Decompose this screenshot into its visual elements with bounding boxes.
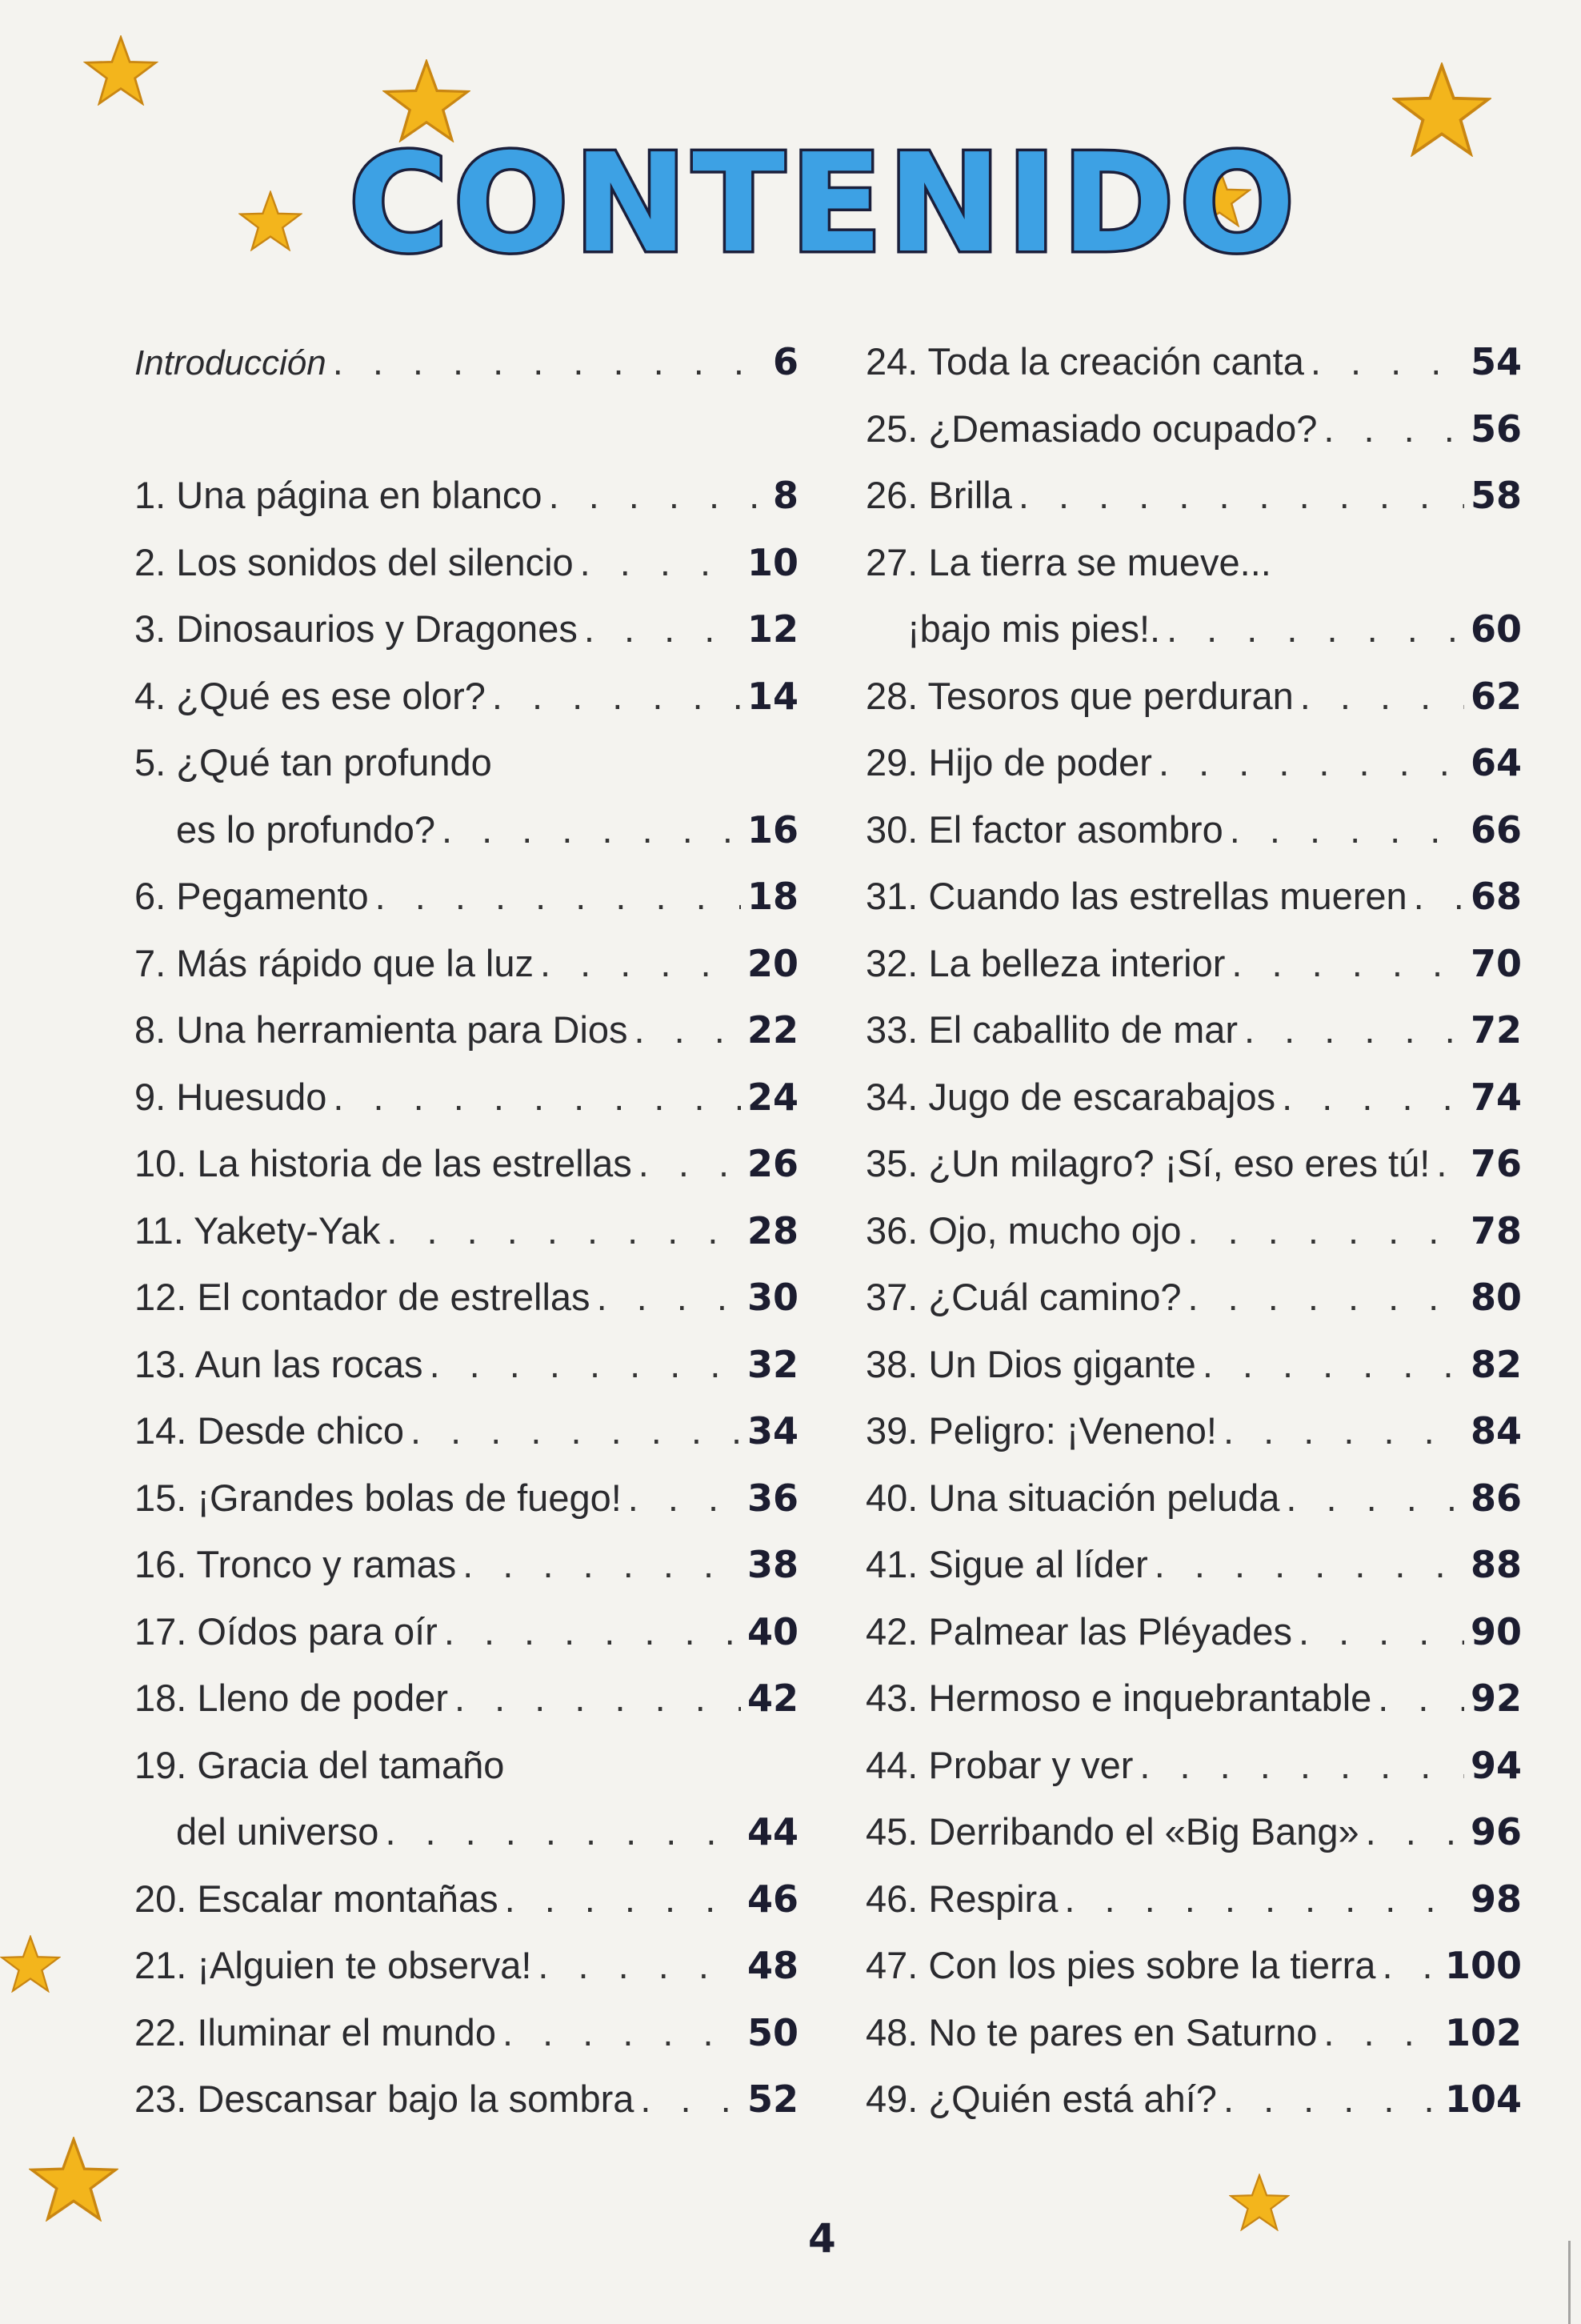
toc-entry-title: 6. Pegamento: [134, 875, 369, 917]
toc-page-number: 6: [772, 340, 799, 383]
dot-leader: [1286, 1465, 1464, 1532]
toc-entry[interactable]: [134, 663, 799, 730]
toc-entry-title: 11. Yakety-Yak: [134, 1208, 381, 1252]
toc-page-number: 20: [746, 941, 799, 985]
toc-page-number: 16: [746, 807, 799, 851]
toc-page-number: 18: [746, 875, 799, 918]
toc-entry-title: 12. El contador de estrellas: [134, 1276, 590, 1318]
dot-leader: [1139, 1732, 1464, 1799]
toc-entry-title: 9. Huesudo: [134, 1075, 327, 1118]
toc-entry-title: Introducción: [134, 343, 326, 383]
toc-page-number: 76: [1470, 1142, 1522, 1185]
dot-leader: [492, 663, 741, 730]
toc-entry-title: 34. Jugo de escarabajos: [866, 1075, 1276, 1118]
dot-leader: [538, 1932, 741, 1999]
toc-entry-title: 49. ¿Quién está ahí?: [866, 2078, 1217, 2120]
dot-leader: [444, 1598, 741, 1665]
toc-entry-title: 42. Palmear las Pléyades: [866, 1609, 1292, 1653]
toc-entry-title: 33. El caballito de mar: [866, 1008, 1239, 1051]
dot-leader: [1323, 395, 1464, 463]
toc-page-number: 56: [1470, 407, 1522, 451]
toc-entry-title: 20. Escalar montañas: [134, 1877, 498, 1920]
dot-leader: [505, 1865, 741, 1933]
toc-page-number: 74: [1470, 1075, 1522, 1119]
dot-leader: [1323, 1999, 1439, 2066]
toc-page-number: 28: [746, 1208, 799, 1252]
dot-leader: [597, 1264, 741, 1331]
toc-page-number: 36: [746, 1476, 799, 1520]
toc-entry[interactable]: [866, 1197, 1522, 1264]
toc-entry-continuation[interactable]: [134, 796, 799, 863]
dot-leader: [375, 863, 741, 930]
toc-entry-title: 32. La belleza interior: [866, 941, 1226, 984]
toc-page-number: 46: [746, 1877, 799, 1921]
toc-entry-title-continued: ¡bajo mis pies!.: [907, 607, 1161, 650]
toc-entry-title: 39. Peligro: ¡Veneno!: [866, 1409, 1217, 1452]
toc-entry-title: 23. Descansar bajo la sombra: [134, 2078, 634, 2120]
dot-leader: [1436, 1130, 1464, 1197]
dot-leader: [1019, 462, 1464, 529]
toc-page-number: 22: [746, 1008, 799, 1052]
star-icon: [29, 2137, 118, 2222]
toc-entry[interactable]: [134, 996, 799, 1064]
toc-page-number: 8: [772, 474, 799, 517]
toc-page-number: 34: [746, 1409, 799, 1452]
toc-page-number: 42: [746, 1677, 799, 1720]
toc-entry[interactable]: [866, 2066, 1522, 2133]
toc-entry[interactable]: [134, 1064, 799, 1131]
toc-entry[interactable]: [134, 595, 799, 663]
dot-leader: [580, 529, 741, 596]
toc-entry[interactable]: [866, 1264, 1522, 1331]
toc-entry-title: 19. Gracia del tamaño: [134, 1743, 505, 1786]
dot-leader: [1311, 328, 1464, 395]
toc-entry-title: 31. Cuando las estrellas mueren: [866, 875, 1407, 917]
toc-entry-continuation[interactable]: [866, 595, 1522, 663]
toc-entry[interactable]: [134, 1465, 799, 1532]
toc-entries-right: [866, 328, 1522, 2133]
toc-entry-title: 46. Respira: [866, 1877, 1059, 1920]
dot-leader: [1366, 1798, 1464, 1865]
toc-entry[interactable]: [866, 1064, 1522, 1131]
toc-entry-title: 15. ¡Grandes bolas de fuego!: [134, 1476, 622, 1519]
toc-page-number: 92: [1470, 1677, 1522, 1720]
toc-entry-continuation[interactable]: [134, 1798, 799, 1865]
toc-page-number: 38: [746, 1543, 799, 1586]
dot-leader: [333, 328, 766, 395]
toc-entry-title: 13. Aun las rocas: [134, 1342, 423, 1385]
page-number: 4: [808, 2215, 836, 2262]
dot-leader: [1299, 1598, 1464, 1665]
toc-page-number: 98: [1470, 1877, 1522, 1921]
toc-entry-title: 28. Tesoros que perduran: [866, 674, 1294, 717]
toc-entry[interactable]: [134, 863, 799, 930]
toc-entry[interactable]: [866, 663, 1522, 730]
toc-entry-title-continued: del universo: [176, 1810, 379, 1853]
toc-entry[interactable]: [866, 1331, 1522, 1398]
dot-leader: [454, 1665, 741, 1732]
toc-entry-title: 35. ¿Un milagro? ¡Sí, eso eres tú!: [866, 1142, 1431, 1184]
toc-entry[interactable]: [134, 1732, 799, 1799]
dot-leader: [1282, 1064, 1464, 1131]
dot-leader: [1188, 1197, 1464, 1264]
dot-leader: [385, 1798, 741, 1865]
dot-leader: [540, 930, 741, 997]
toc-entry-title: 5. ¿Qué tan profundo: [134, 741, 492, 783]
toc-entry[interactable]: [134, 1197, 799, 1264]
toc-page-number: 30: [746, 1276, 799, 1319]
toc-entry-title: 21. ¡Alguien te observa!: [134, 1944, 532, 1986]
dot-leader: [1300, 663, 1464, 730]
toc-page-number: 14: [746, 674, 799, 718]
toc-entry[interactable]: [134, 2066, 799, 2133]
toc-entry-title: 37. ¿Cuál camino?: [866, 1276, 1182, 1318]
toc-page-number: 10: [746, 540, 799, 584]
toc-page-number: 66: [1470, 807, 1522, 851]
dot-leader: [410, 1397, 741, 1465]
toc-page-number: 102: [1444, 2010, 1522, 2054]
toc-page-number: 72: [1470, 1008, 1522, 1052]
toc-page-number: 54: [1470, 340, 1522, 383]
toc-entry[interactable]: [134, 1999, 799, 2066]
dot-leader: [1414, 863, 1464, 930]
toc-page-number: 96: [1470, 1810, 1522, 1853]
toc-page-number: 94: [1470, 1743, 1522, 1787]
toc-entry[interactable]: [866, 1732, 1522, 1799]
star-icon: [83, 35, 158, 106]
toc-page-number: 90: [1470, 1609, 1522, 1653]
toc-entry[interactable]: [866, 1865, 1522, 1933]
toc-page-number: 80: [1470, 1276, 1522, 1319]
toc-entry[interactable]: [134, 1598, 799, 1665]
page-edge: [1568, 2241, 1571, 2324]
dot-leader: [333, 1064, 741, 1131]
toc-entry-title: 40. Una situación peluda: [866, 1476, 1280, 1519]
dot-leader: [430, 1331, 741, 1398]
toc-right-column: [866, 328, 1522, 2133]
toc-left-column: [134, 328, 799, 2133]
toc-entry[interactable]: [866, 996, 1522, 1064]
toc-entry-title: 27. La tierra se mueve...: [866, 540, 1271, 583]
toc-entry-title: 8. Una herramienta para Dios: [134, 1008, 628, 1051]
dot-leader: [1230, 796, 1464, 863]
toc-page-number: 82: [1470, 1342, 1522, 1386]
toc-entry[interactable]: [866, 395, 1522, 463]
toc-page-number: 48: [746, 1944, 799, 1987]
toc-entry[interactable]: [866, 1130, 1522, 1197]
toc-page-number: 104: [1444, 2078, 1522, 2121]
toc-page-number: 88: [1470, 1543, 1522, 1586]
dot-leader: [1223, 2066, 1439, 2133]
toc-page-number: 24: [746, 1075, 799, 1119]
toc-entry[interactable]: [134, 1397, 799, 1465]
toc-entry[interactable]: [866, 930, 1522, 997]
toc-entry[interactable]: [866, 863, 1522, 930]
toc-entry[interactable]: [866, 1531, 1522, 1598]
toc-entry[interactable]: [866, 328, 1522, 395]
dot-leader: [638, 1130, 741, 1197]
toc-page-number: 78: [1470, 1208, 1522, 1252]
toc-page-number: 26: [746, 1142, 799, 1185]
toc-entry[interactable]: [134, 529, 799, 596]
toc-entry[interactable]: [134, 1331, 799, 1398]
toc-entry[interactable]: [866, 462, 1522, 529]
toc-entry-title: 48. No te pares en Saturno: [866, 2010, 1318, 2054]
toc-page-number: 58: [1470, 474, 1522, 517]
toc-entry[interactable]: [134, 1665, 799, 1732]
toc-entry-title: 2. Los sonidos del silencio: [134, 540, 574, 583]
toc-page-number: 70: [1470, 941, 1522, 985]
toc-entry[interactable]: [866, 1465, 1522, 1532]
toc-page-number: 12: [746, 607, 799, 651]
toc-entry[interactable]: [134, 1130, 799, 1197]
dot-leader: [1203, 1331, 1464, 1398]
dot-leader: [549, 462, 766, 529]
page-title: CONTENIDO: [348, 125, 1300, 283]
dot-leader: [1223, 1397, 1464, 1465]
dot-leader: [1167, 595, 1464, 663]
dot-leader: [1231, 930, 1464, 997]
toc-entry[interactable]: [866, 796, 1522, 863]
toc-entry-title: 22. Iluminar el mundo: [134, 2010, 496, 2054]
toc-entry-title: 1. Una página en blanco: [134, 474, 542, 516]
toc-page-number: 62: [1470, 674, 1522, 718]
toc-entry[interactable]: [866, 1665, 1522, 1732]
toc-entry[interactable]: [134, 1264, 799, 1331]
dot-leader: [584, 595, 741, 663]
toc-entry[interactable]: [866, 529, 1522, 596]
toc-entry[interactable]: [866, 729, 1522, 796]
toc-entry-title: 29. Hijo de poder: [866, 741, 1152, 783]
toc-entry-title: 36. Ojo, mucho ojo: [866, 1208, 1182, 1252]
dot-leader: [442, 796, 741, 863]
toc-entry[interactable]: [134, 1932, 799, 1999]
dot-leader: [634, 996, 741, 1064]
toc-entry[interactable]: [866, 1932, 1522, 1999]
toc-entry[interactable]: [134, 930, 799, 997]
dot-leader: [1187, 1264, 1464, 1331]
toc-page-number: 32: [746, 1342, 799, 1386]
star-icon: [1229, 2174, 1290, 2231]
toc-entry[interactable]: [134, 462, 799, 529]
toc-entry[interactable]: [866, 1598, 1522, 1665]
toc-entry-intro[interactable]: [134, 328, 799, 395]
toc-page-number: 60: [1470, 607, 1522, 651]
toc-entry-title: 41. Sigue al líder: [866, 1543, 1148, 1585]
toc-entry[interactable]: [866, 1999, 1522, 2066]
toc-entry-title: 44. Probar y ver: [866, 1743, 1134, 1786]
toc-entry[interactable]: [866, 1798, 1522, 1865]
toc-entry-title: 10. La historia de las estrellas: [134, 1142, 632, 1184]
toc-page-number: 84: [1470, 1409, 1522, 1452]
dot-leader: [386, 1197, 741, 1264]
dot-leader: [1378, 1665, 1464, 1732]
dot-leader: [1159, 729, 1464, 796]
toc-entries-left: [134, 462, 799, 2133]
toc-entry-title-continued: es lo profundo?: [176, 807, 436, 851]
toc-entry-title: 4. ¿Qué es ese olor?: [134, 674, 486, 717]
toc-page-number: 44: [746, 1810, 799, 1853]
dot-leader: [1155, 1531, 1464, 1598]
toc-entry-title: 7. Más rápido que la luz: [134, 941, 534, 984]
toc-page-number: 40: [746, 1609, 799, 1653]
toc-page-number: 100: [1444, 1944, 1522, 1987]
toc-page-number: 64: [1470, 741, 1522, 784]
toc-entry-title: 43. Hermoso e inquebrantable: [866, 1677, 1372, 1719]
toc-entry-title: 16. Tronco y ramas: [134, 1543, 457, 1585]
toc-entry-title: 47. Con los pies sobre la tierra: [866, 1944, 1376, 1986]
toc-page-number: 50: [746, 2010, 799, 2054]
toc-entry-title: 3. Dinosaurios y Dragones: [134, 607, 578, 650]
toc-entry-title: 30. El factor asombro: [866, 807, 1223, 851]
dot-leader: [1244, 996, 1464, 1064]
toc-entry-title: 25. ¿Demasiado ocupado?: [866, 407, 1318, 450]
toc-entry[interactable]: [134, 1531, 799, 1598]
toc-entry-title: 18. Lleno de poder: [134, 1677, 448, 1719]
dot-leader: [628, 1465, 741, 1532]
dot-leader: [640, 2066, 741, 2133]
toc-entry[interactable]: [866, 1397, 1522, 1465]
toc-entry[interactable]: [134, 1865, 799, 1933]
star-icon: [0, 1935, 61, 1993]
dot-leader: [1382, 1932, 1439, 1999]
toc-entry[interactable]: [134, 729, 799, 796]
dot-leader: [462, 1531, 741, 1598]
toc-entry-title: 17. Oídos para oír: [134, 1609, 438, 1653]
toc-spacer: [134, 395, 799, 463]
toc-entry-title: 14. Desde chico: [134, 1409, 405, 1452]
toc-page-number: 68: [1470, 875, 1522, 918]
toc-entry-title: 24. Toda la creación canta: [866, 340, 1304, 383]
toc-entry-title: 26. Brilla: [866, 474, 1012, 516]
toc-entry-title: 38. Un Dios gigante: [866, 1342, 1196, 1385]
toc-page-number: 86: [1470, 1476, 1522, 1520]
dot-leader: [502, 1999, 741, 2066]
toc-page-number: 52: [746, 2078, 799, 2121]
dot-leader: [1064, 1865, 1464, 1933]
toc-entry-title: 45. Derribando el «Big Bang»: [866, 1810, 1359, 1853]
